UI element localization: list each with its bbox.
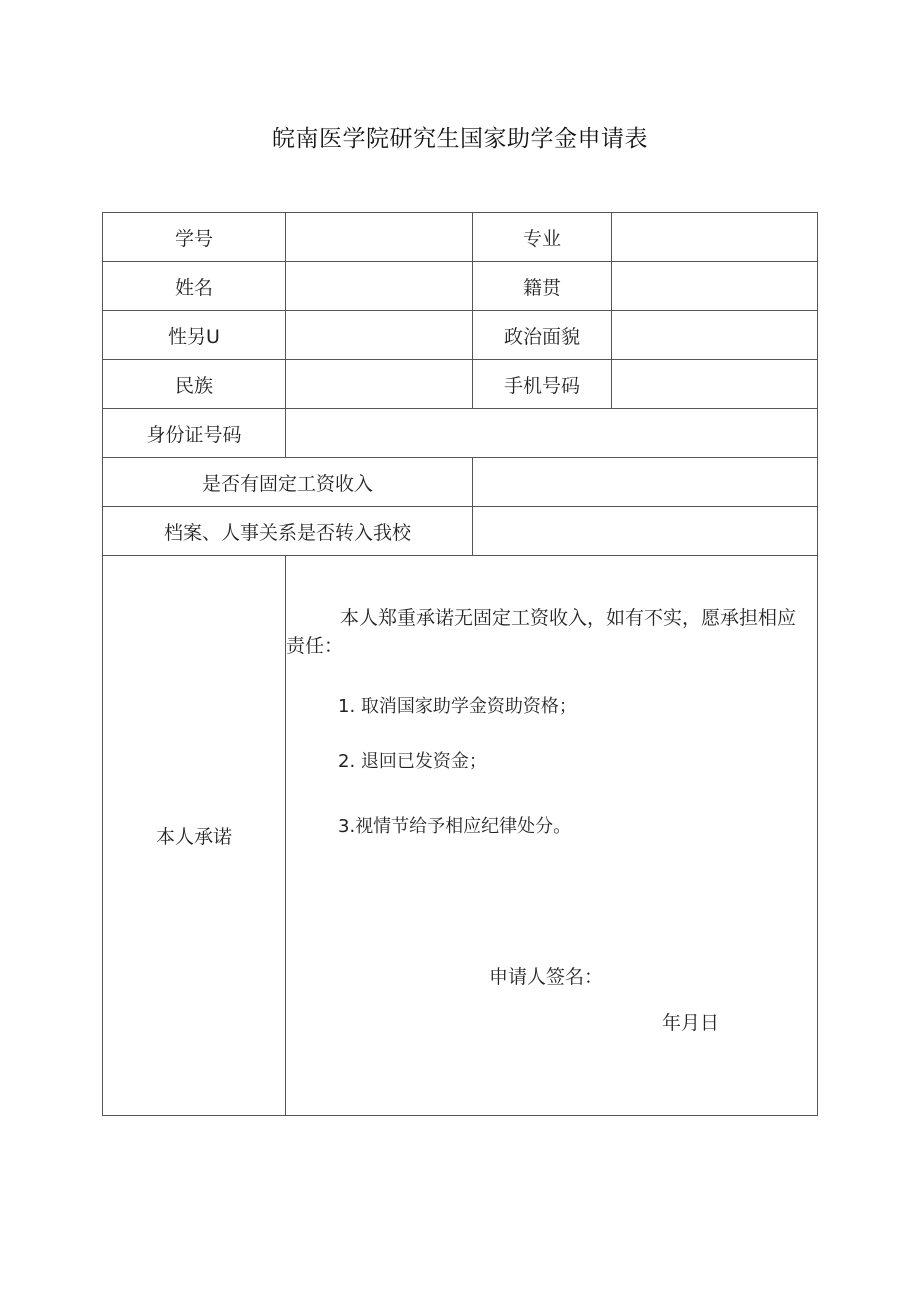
major-label: 专业 <box>473 213 612 262</box>
form-row-name <box>103 262 818 311</box>
application-form-table <box>102 212 818 1116</box>
name-field[interactable] <box>286 262 473 311</box>
political-status-label: 政治面貌 <box>473 311 612 360</box>
form-row-fixed-income <box>103 458 818 507</box>
promise-content-cell <box>286 556 818 1116</box>
ethnicity-label: 民族 <box>103 360 286 409</box>
promise-content <box>286 556 817 1115</box>
student-id-field[interactable] <box>286 213 473 262</box>
form-row-promise <box>103 556 818 1116</box>
page-title: 皖南医学院研究生国家助学金申请表 <box>272 126 648 152</box>
form-row-ethnicity <box>103 360 818 409</box>
form-row-gender <box>103 311 818 360</box>
archive-transfer-label: 档案、人事关系是否转入我校 <box>103 507 473 556</box>
gender-field[interactable] <box>286 311 473 360</box>
phone-label: 手机号码 <box>473 360 612 409</box>
political-status-field[interactable] <box>612 311 818 360</box>
native-place-field[interactable] <box>612 262 818 311</box>
promise-intro-text: 本人郑重承诺无固定工资收入，如有不实，愿承担相应责任： <box>286 607 797 657</box>
fixed-income-field[interactable] <box>473 458 818 507</box>
date-label: 年月日 <box>662 1012 720 1034</box>
promise-item-3: 3.视情节给予相应纪律处分。 <box>338 816 572 837</box>
signature-label: 申请人签名： <box>489 966 604 988</box>
phone-field[interactable] <box>612 360 818 409</box>
id-number-field[interactable] <box>286 409 818 458</box>
id-number-label: 身份证号码 <box>103 409 286 458</box>
fixed-income-label: 是否有固定工资收入 <box>103 458 473 507</box>
form-row-student-id <box>103 213 818 262</box>
form-row-archive-transfer <box>103 507 818 556</box>
promise-item-1: 1. 取消国家助学金资助资格； <box>338 696 577 717</box>
name-label: 姓名 <box>103 262 286 311</box>
student-id-label: 学号 <box>103 213 286 262</box>
gender-label: 性另U <box>103 311 286 360</box>
form-row-id-number <box>103 409 818 458</box>
promise-item-2: 2. 退回已发资金； <box>338 751 487 772</box>
archive-transfer-field[interactable] <box>473 507 818 556</box>
promise-label: 本人承诺 <box>103 556 286 1116</box>
major-field[interactable] <box>612 213 818 262</box>
native-place-label: 籍贯 <box>473 262 612 311</box>
ethnicity-field[interactable] <box>286 360 473 409</box>
